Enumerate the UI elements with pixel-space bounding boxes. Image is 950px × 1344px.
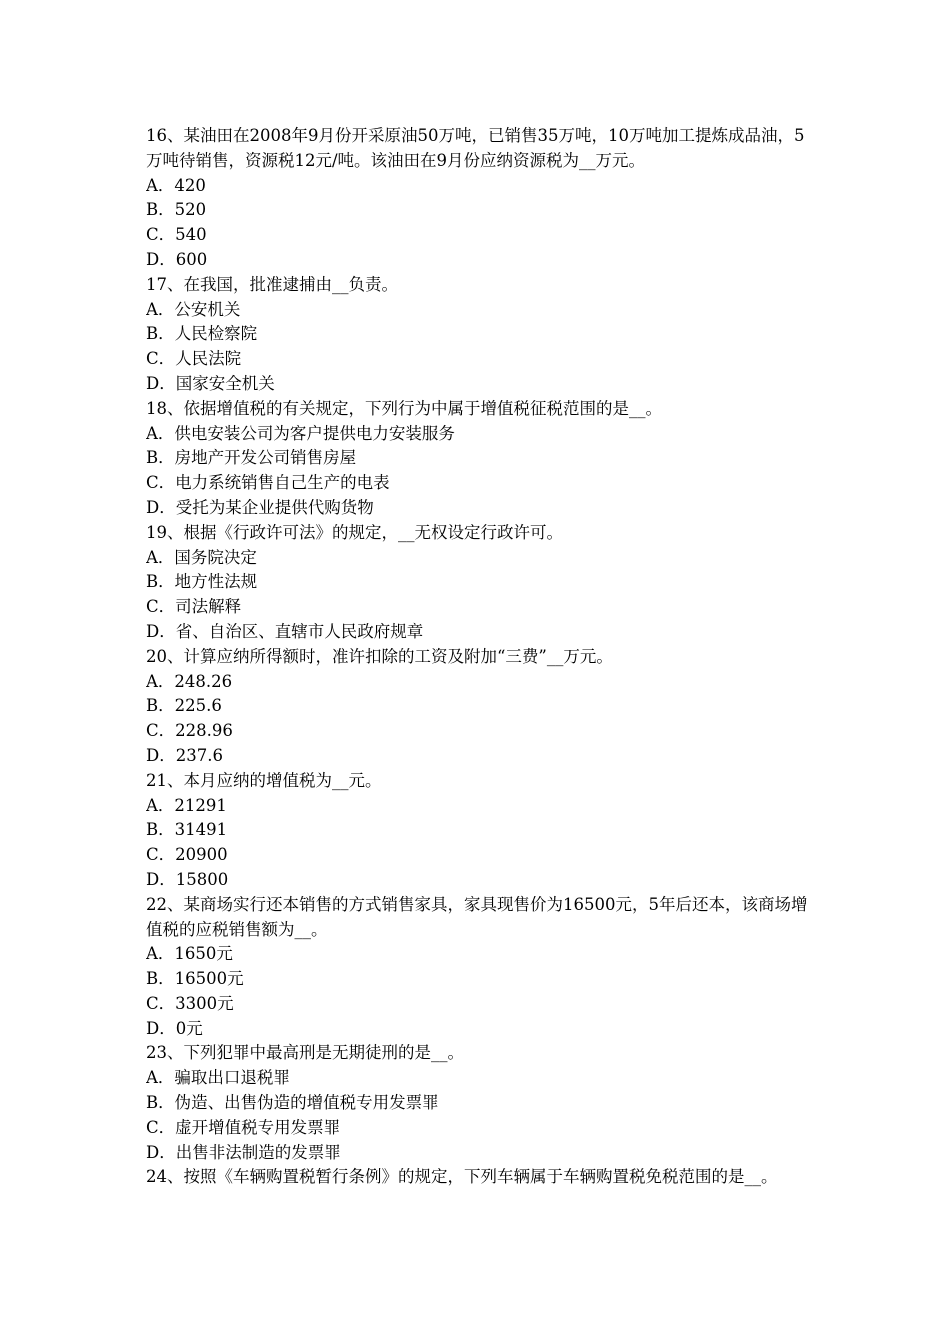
question-stem-18: 18、依据增值税的有关规定，下列行为中属于增值税征税范围的是__。 [146,398,662,418]
question-list [146,124,814,1190]
option-16-a: A．420 [146,175,206,195]
question-stem-22: 22、某商场实行还本销售的方式销售家具，家具现售价为16500元，5年后还本，该商场增值税的应税销售额为__。 [146,894,808,939]
option-22-b: B．16500元 [146,969,244,989]
option-20-d: D．237.6 [146,745,223,765]
option-20-a: A．248.26 [146,671,233,691]
option-19-d: D．省、自治区、直辖市人民政府规章 [146,621,424,641]
option-20-c: C．228.96 [146,721,233,741]
option-20-b: B．225.6 [146,696,222,716]
option-21-c: C．20900 [146,845,228,865]
option-22-a: A．1650元 [146,944,233,964]
question-stem-23: 23、下列犯罪中最高刑是无期徒刑的是__。 [146,1043,464,1063]
option-23-b: B．伪造、出售伪造的增值税专用发票罪 [146,1093,439,1113]
option-18-d: D．受托为某企业提供代购货物 [146,497,374,517]
option-19-a: A．国务院决定 [146,547,257,567]
option-21-d: D．15800 [146,869,229,889]
option-17-d: D．国家安全机关 [146,373,275,393]
option-17-a: A．公安机关 [146,299,241,319]
option-21-a: A．21291 [146,795,227,815]
question-stem-19: 19、根据《行政许可法》的规定，__无权设定行政许可。 [146,522,563,542]
option-23-a: A．骗取出口退税罪 [146,1068,290,1088]
option-18-a: A．供电安装公司为客户提供电力安装服务 [146,423,455,443]
option-22-d: D．0元 [146,1018,203,1038]
option-16-c: C．540 [146,225,207,245]
option-21-b: B．31491 [146,820,228,840]
option-19-b: B．地方性法规 [146,572,258,592]
option-18-b: B．房地产开发公司销售房屋 [146,448,357,468]
question-stem-16: 16、某油田在2008年9月份开采原油50万吨，已销售35万吨，10万吨加工提炼成品油，5万吨待销售，资源税12元/吨。该油田在9月份应纳资源税为__万元。 [146,126,805,170]
option-16-d: D．600 [146,249,208,269]
option-17-c: C．人民法院 [146,349,242,369]
option-22-c: C．3300元 [146,993,234,1013]
question-stem-20: 20、计算应纳所得额时，准许扣除的工资及附加“三费”__万元。 [146,646,613,666]
option-19-c: C．司法解释 [146,597,242,617]
question-stem-24: 24、按照《车辆购置税暂行条例》的规定，下列车辆属于车辆购置税免税范围的是__。 [146,1167,778,1187]
question-stem-21: 21、本月应纳的增值税为__元。 [146,770,382,790]
option-18-c: C．电力系统销售自己生产的电表 [146,473,390,493]
question-stem-17: 17、在我国，批准逮捕由__负责。 [146,274,398,294]
option-16-b: B．520 [146,200,207,220]
option-23-c: C．虚开增值税专用发票罪 [146,1117,341,1137]
option-17-b: B．人民检察院 [146,324,258,344]
option-23-d: D．出售非法制造的发票罪 [146,1142,341,1162]
